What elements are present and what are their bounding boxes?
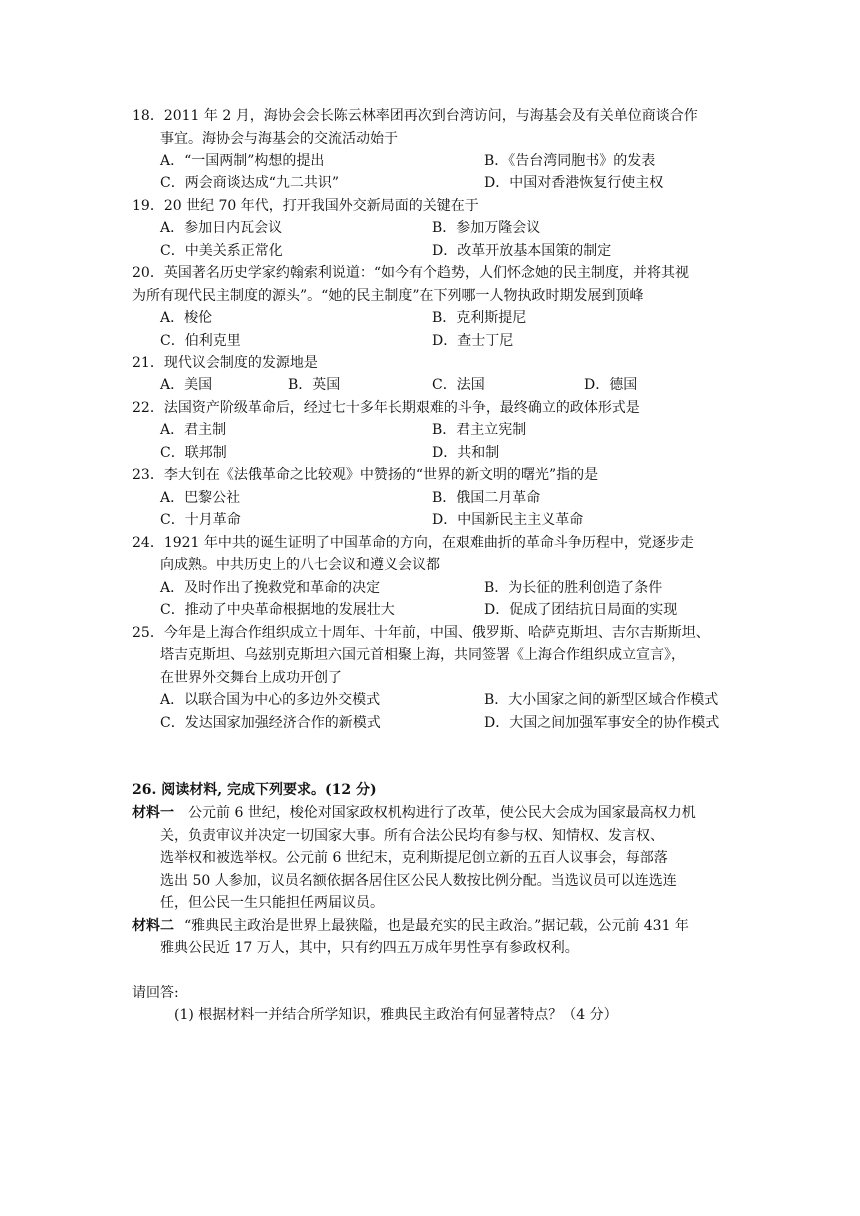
q21-stem: 21．现代议会制度的发源地是: [132, 355, 318, 371]
q24-stem-line1: 24．1921 年中共的诞生证明了中国革命的方向，在艰难曲折的革命斗争历程中，党逐步走: [132, 535, 694, 551]
q22-option-c: C．联邦制: [160, 445, 227, 461]
q23-option-d: D．中国新民主主义革命: [432, 512, 584, 528]
material-2-line2: 雅典公民近 17 万人，其中，只有约四五万成年男性享有参政权利。: [160, 940, 579, 956]
q26-title: 26. 阅读材料, 完成下列要求。(12 分): [132, 782, 377, 798]
q24-option-a: A．及时作出了挽救党和革命的决定: [160, 580, 381, 596]
q22-option-b: B．君主立宪制: [432, 422, 527, 438]
q23-option-a: A．巴黎公社: [160, 490, 241, 506]
q25-option-d: D．大国之间加强军事安全的协作模式: [484, 715, 720, 731]
sub-question-1: (1) 根据材料一并结合所学知识，雅典民主政治有何显著特点？（4 分）: [174, 1007, 618, 1023]
q22-stem: 22．法国资产阶级革命后，经过七十多年长期艰难的斗争，最终确立的政体形式是: [132, 400, 640, 416]
material-1-line5: 任，但公民一生只能担任两届议员。: [160, 895, 384, 911]
q20-option-b: B．克利斯提尼: [432, 310, 527, 326]
q18-stem-line1: 18．2011 年 2 月，海协会会长陈云林率团再次到台湾访问，与海基会及有关单位商谈合作: [132, 108, 698, 124]
material-2-line1: “雅典民主政治是世界上最狭隘，也是最充实的民主政治。”据记载，公元前 431 年: [184, 918, 689, 934]
q20-stem-line2: 为所有现代民主制度的源头”。“她的民主制度”在下列哪一人物执政时期发展到顶峰: [132, 288, 644, 304]
material-1-line1: 公元前 6 世纪，梭伦对国家政权机构进行了改革，使公民大会成为国家最高权力机: [188, 805, 696, 821]
q20-option-d: D．查士丁尼: [432, 333, 514, 349]
q20-stem-line1: 20．英国著名历史学家约翰索利说道：“如今有个趋势，人们怀念她的民主制度，并将其视: [132, 265, 689, 281]
q25-option-a: A．以联合国为中心的多边外交模式: [160, 692, 381, 708]
q24-option-d: D．促成了团结抗日局面的实现: [484, 602, 678, 618]
q19-option-c: C．中美关系正常化: [160, 243, 283, 259]
material-1-line4: 选出 50 人参加，议员名额依据各居住区公民人数按比例分配。当选议员可以连选连: [160, 873, 677, 889]
q24-option-b: B．为长征的胜利创造了条件: [484, 580, 663, 596]
q21-option-c: C．法国: [432, 377, 485, 393]
q25-stem-line3: 在世界外交舞台上成功开创了: [160, 670, 342, 686]
material-1-line3: 选举权和被选举权。公元前 6 世纪末，克利斯提尼创立新的五百人议事会，每部落: [160, 850, 668, 866]
q20-option-a: A．梭伦: [160, 310, 213, 326]
q19-option-a: A．参加日内瓦会议: [160, 220, 283, 236]
q22-option-a: A．君主制: [160, 422, 227, 438]
q21-option-a: A．美国: [160, 377, 213, 393]
material-1-line2: 关，负责审议并决定一切国家大事。所有合法公民均有参与权、知情权、发言权、: [160, 828, 664, 844]
q25-option-b: B．大小国家之间的新型区域合作模式: [484, 692, 719, 708]
q25-option-c: C．发达国家加强经济合作的新模式: [160, 715, 381, 731]
q18-option-b: B．《告台湾同胞书》的发表: [484, 153, 656, 169]
q25-stem-line2: 塔吉克斯坦、乌兹别克斯坦六国元首相聚上海，共同签署《上海合作组织成立宣言》，: [160, 647, 685, 663]
q20-option-c: C．伯利克里: [160, 333, 241, 349]
q23-option-b: B．俄国二月革命: [432, 490, 541, 506]
material-2-label: 材料二: [132, 918, 174, 934]
q18-stem-line2: 事宜。海协会与海基会的交流活动始于: [160, 131, 398, 147]
q18-option-d: D．中国对香港恢复行使主权: [484, 175, 664, 191]
q18-option-a: A．“一国两制”构想的提出: [160, 153, 325, 169]
q22-option-d: D．共和制: [432, 445, 500, 461]
material-1-label: 材料一: [132, 805, 174, 821]
q24-option-c: C．推动了中央革命根据地的发展壮大: [160, 602, 395, 618]
answer-prompt: 请回答:: [132, 985, 179, 1001]
q23-option-c: C．十月革命: [160, 512, 241, 528]
q21-option-d: D．德国: [584, 377, 638, 393]
q19-option-b: B．参加万隆会议: [432, 220, 541, 236]
q19-stem: 19．20 世纪 70 年代，打开我国外交新局面的关键在于: [132, 198, 479, 214]
q21-option-b: B．英国: [288, 377, 341, 393]
q18-option-c: C．两会商谈达成“九二共识”: [160, 175, 340, 191]
q24-stem-line2: 向成熟。中共历史上的八七会议和遵义会议都: [160, 557, 440, 573]
q23-stem: 23．李大钊在《法俄革命之比较观》中赞扬的“世界的新文明的曙光”指的是: [132, 467, 599, 483]
q19-option-d: D．改革开放基本国策的制定: [432, 243, 612, 259]
q25-stem-line1: 25．今年是上海合作组织成立十周年、十年前，中国、俄罗斯、哈萨克斯坦、吉尔吉斯斯坦、: [132, 625, 710, 641]
